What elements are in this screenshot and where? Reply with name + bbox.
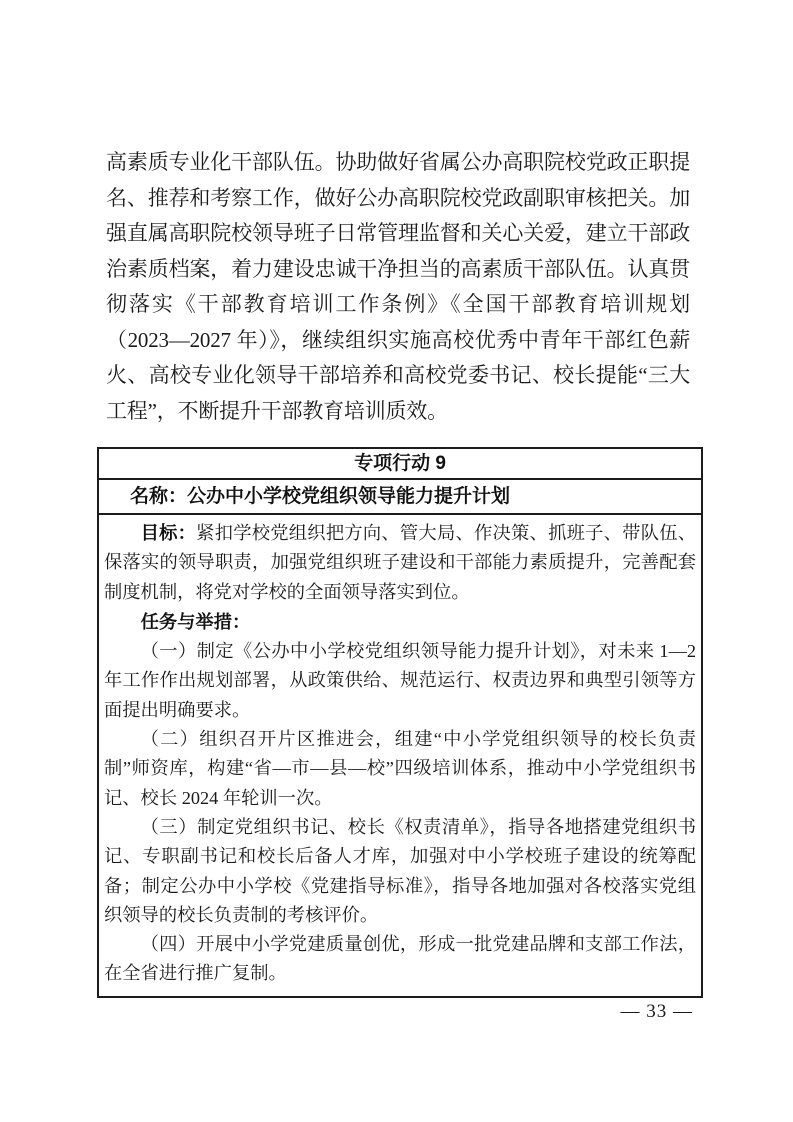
page-number: — 33 — xyxy=(620,1001,693,1022)
table-name-text: 名称：公办中小学校党组织领导能力提升计划 xyxy=(130,486,511,507)
goal-label: 目标： xyxy=(140,522,197,543)
table-header-title: 专项行动 9 xyxy=(354,453,446,474)
special-action-table xyxy=(97,447,703,998)
table-body-cell xyxy=(99,515,701,996)
goal-paragraph xyxy=(104,518,696,607)
task-item-2: （二）组织召开片区推进会，组建“中小学党组织领导的校长负责制”师资库，构建“省—市—县—校”四级培训体系，推动中小学党组织书记、校长 2024 年轮训一次。 xyxy=(104,729,696,808)
body-paragraph: 高素质专业化干部队伍。协助做好省属公办高职院校党政正职提名、推荐和考察工作，做好公办高职院校党政副职审核把关。加强直属高职院校领导班子日常管理监督和关心关爱，建立干部政治素质档案，着力建设忠诚干净担当的高素质干部队伍。认真贯彻落实《干部教育培训工作条例》《全国干部教育培训规划（2023—2027 年）》，继续组织实施高校优秀中青年干部红色薪火、高校专业化领导干部培养和高校党委书记、校长提能“三大工程”，不断提升干部教育培训质效。 xyxy=(106,150,690,423)
tasks-heading-label: 任务与举措： xyxy=(140,610,251,632)
task-item-1: （一）制定《公办中小学校党组织领导能力提升计划》，对未来 1—2 年工作作出规划部署，从政策供给、规范运行、权责边界和典型引领等方面提出明确要求。 xyxy=(104,641,696,720)
table-name-row xyxy=(99,480,701,515)
tasks-heading-paragraph xyxy=(104,607,696,637)
goal-text: 紧扣学校党组织把方向、管大局、作决策、抓班子、带队伍、保落实的领导职责，加强党组织班子建设和干部能力素质提升，完善配套制度机制，将党对学校的全面领导落实到位。 xyxy=(104,523,697,602)
table-header-row xyxy=(99,449,701,480)
task-item-4: （四）开展中小学党建质量创优，形成一批党建品牌和支部工作法，在全省进行推广复制。 xyxy=(104,934,696,984)
task-item-3: （三）制定党组织书记、校长《权责清单》，指导各地搭建党组织书记、专职副书记和校长后备人才库，加强对中小学校班子建设的统筹配备；制定公办中小学校《党建指导标准》，指导各地加强对各校落实党组织领导的校长负责制的考核评价。 xyxy=(104,816,696,925)
